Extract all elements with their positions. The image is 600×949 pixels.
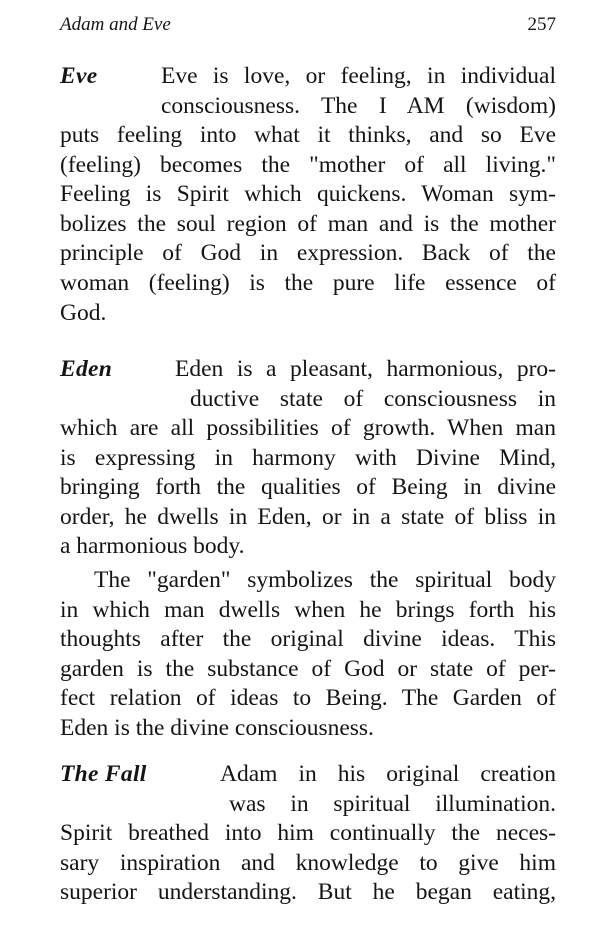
entry-line: (feeling) becomes the "mother of all living." [60, 151, 556, 178]
entry-line: fect relation of ideas to Being. The Garden of [60, 685, 556, 712]
entry-eden [60, 355, 556, 744]
entry-line: Eve is love, or feeling, in individual [161, 63, 556, 89]
entry-line: woman (feeling) is the pure life essence of [60, 269, 556, 296]
entry-term-eden: Eden [60, 356, 113, 382]
entry-line: in which man dwells when he brings forth his [60, 596, 556, 623]
entry-line: bringing forth the qualities of Being in divine [60, 474, 556, 501]
entry-line: thoughts after the original divine ideas. This [60, 626, 556, 653]
entry-line: Eden is a pleasant, harmonious, pro- [175, 356, 556, 382]
entry-line: consciousness. The I AM (wisdom) [161, 92, 556, 119]
page-number: 257 [527, 14, 556, 35]
entry-term-the-fall: The Fall [60, 761, 147, 787]
entry-line: God. [60, 299, 107, 326]
entry-line: is expressing in harmony with Divine Mind, [60, 444, 556, 471]
entry-line: puts feeling into what it thinks, and so Eve [60, 122, 556, 148]
entry-line: bolizes the soul region of man and is the mother [60, 210, 556, 237]
entry-line: garden is the substance of God or state of per- [60, 655, 556, 682]
entry-line: Adam in his original creation [220, 761, 556, 787]
running-title: Adam and Eve [60, 14, 171, 35]
entry-line: order, he dwells in Eden, or in a state of bliss in [60, 503, 556, 530]
entry-line: The "garden" symbolizes the spiritual body [94, 566, 556, 593]
running-header [60, 14, 556, 40]
entry-line: sary inspiration and knowledge to give him [60, 849, 556, 876]
entry-line: Eden is the divine consciousness. [60, 714, 374, 741]
entry-the-fall [60, 760, 556, 908]
entry-line: Spirit breathed into him continually the neces- [60, 820, 556, 846]
entry-line: Feeling is Spirit which quickens. Woman sym- [60, 181, 556, 208]
entry-term-eve: Eve [60, 63, 98, 89]
entry-line: which are all possibilities of growth. When man [60, 415, 556, 441]
entry-line: principle of God in expression. Back of the [60, 240, 556, 267]
entry-line: was in spiritual illumination. [229, 790, 556, 817]
entry-eve [60, 62, 556, 328]
entry-line: superior understanding. But he began eating, [60, 879, 556, 906]
entry-line: ductive state of consciousness in [190, 385, 556, 412]
entry-line: a harmonious body. [60, 533, 245, 560]
